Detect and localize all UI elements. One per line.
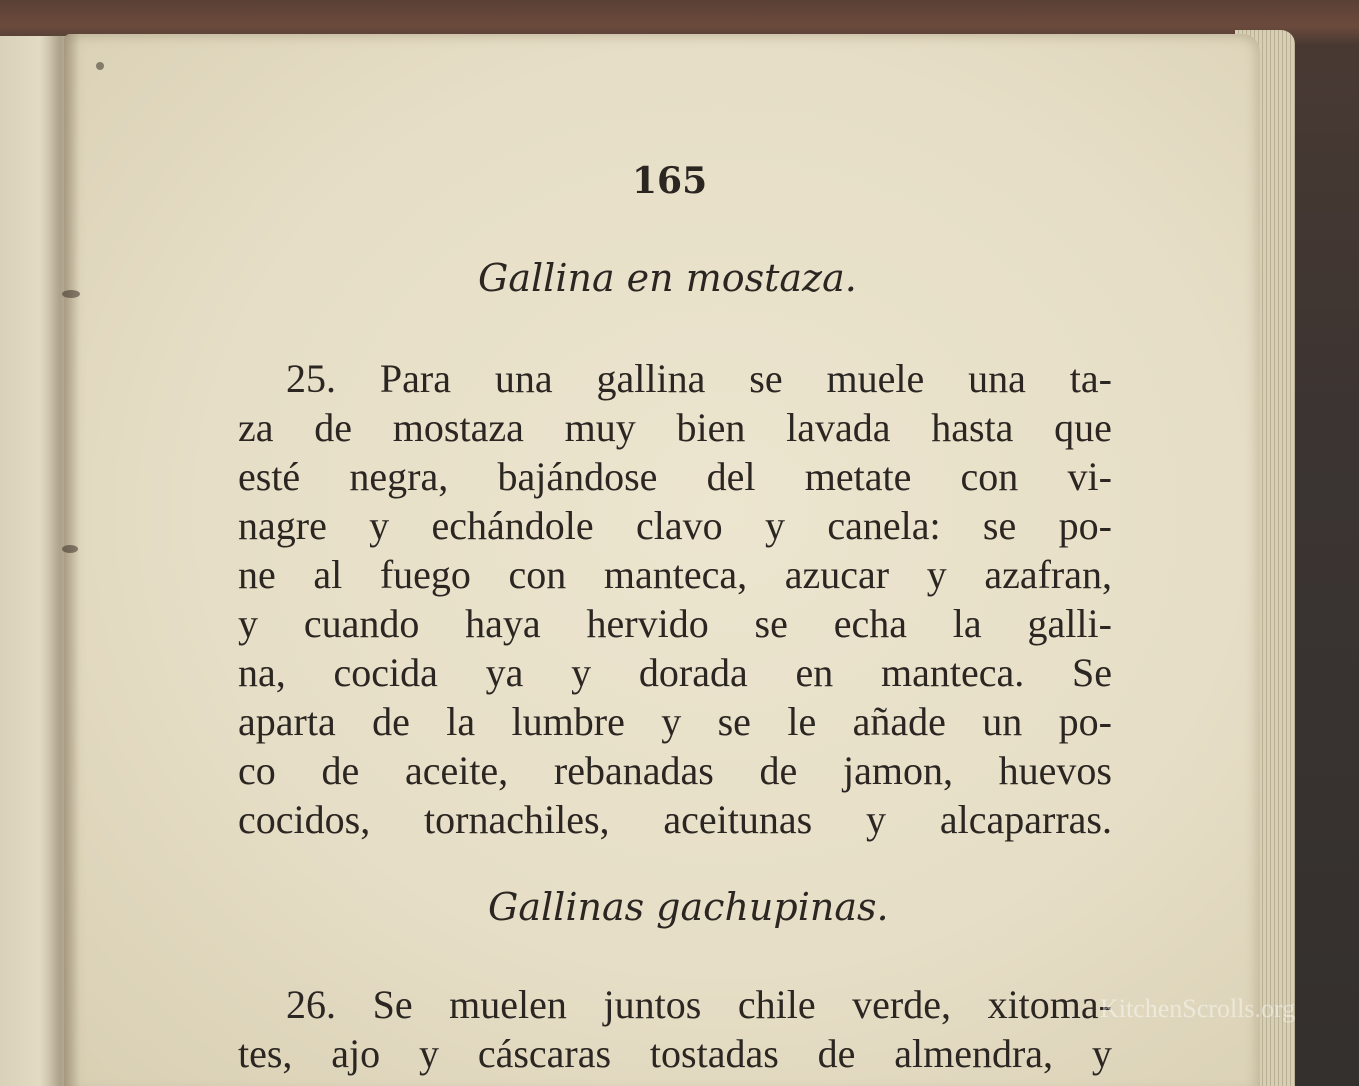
- word: de: [321, 748, 360, 793]
- word: y: [238, 601, 258, 646]
- word: y: [369, 503, 390, 548]
- word: muelen: [449, 982, 567, 1027]
- word: muele: [826, 356, 925, 401]
- word: bajándose: [497, 454, 658, 499]
- word: tornachiles,: [424, 797, 610, 842]
- word: na,: [238, 650, 286, 695]
- word: hasta: [931, 405, 1014, 450]
- text-line: [238, 403, 1112, 452]
- word: Para: [379, 356, 451, 401]
- word: almendra,: [894, 1031, 1054, 1076]
- word: nagre: [238, 503, 327, 548]
- word: ta-: [1069, 356, 1112, 401]
- text-line: [238, 746, 1112, 795]
- word: tostadas: [649, 1031, 779, 1076]
- recipe-title-1: Gallina en mostaza.: [478, 256, 857, 300]
- text-line: [238, 980, 1112, 1029]
- word: ne: [238, 552, 276, 597]
- word: 26.: [286, 982, 336, 1027]
- text-line: [238, 354, 1112, 403]
- word: azafran,: [984, 552, 1112, 597]
- text-line: [238, 550, 1112, 599]
- text-line: [238, 452, 1112, 501]
- word: y: [661, 699, 682, 744]
- text-line: [238, 1029, 1112, 1078]
- word: echa: [833, 601, 907, 646]
- word: jamon,: [842, 748, 953, 793]
- word: negra,: [349, 454, 449, 499]
- ink-mark: [62, 290, 80, 298]
- ink-mark: [96, 62, 104, 70]
- word: se: [717, 699, 751, 744]
- word: galli-: [1027, 601, 1112, 646]
- word: una: [494, 356, 553, 401]
- word: echándole: [431, 503, 594, 548]
- word: Se: [1072, 650, 1112, 695]
- word: y: [866, 797, 887, 842]
- ink-mark: [62, 545, 78, 553]
- word: y: [419, 1031, 439, 1076]
- word: lavada: [786, 405, 891, 450]
- text-line: [238, 599, 1112, 648]
- word: huevos: [998, 748, 1112, 793]
- word: Se: [372, 982, 413, 1027]
- word: cocida: [333, 650, 438, 695]
- word: manteca.: [881, 650, 1025, 695]
- text-line: [238, 795, 1112, 844]
- word: esté: [238, 454, 301, 499]
- word: de: [372, 699, 410, 744]
- word: con: [960, 454, 1019, 499]
- recipe-title-2: Gallinas gachupinas.: [488, 885, 889, 929]
- word: y: [764, 503, 785, 548]
- word: y: [1091, 1031, 1112, 1076]
- word: y: [926, 552, 947, 597]
- word: ya: [485, 650, 524, 695]
- word: muy: [564, 405, 636, 450]
- word: la: [952, 601, 982, 646]
- word: añade: [852, 699, 946, 744]
- word: dorada: [638, 650, 748, 695]
- word: mostaza: [392, 405, 524, 450]
- word: haya: [465, 601, 541, 646]
- word: juntos: [603, 982, 702, 1027]
- word: del: [706, 454, 756, 499]
- word: cuando: [303, 601, 420, 646]
- word: po-: [1058, 699, 1112, 744]
- word: xitoma-: [987, 982, 1112, 1027]
- word: con: [508, 552, 567, 597]
- text-line: [238, 697, 1112, 746]
- word: en: [795, 650, 834, 695]
- word: de: [817, 1031, 856, 1076]
- word: se: [982, 503, 1017, 548]
- word: canela:: [827, 503, 941, 548]
- word: 25.: [286, 356, 336, 401]
- word: aceite,: [404, 748, 509, 793]
- word: metate: [804, 454, 912, 499]
- text-line: [238, 501, 1112, 550]
- word: bien: [676, 405, 746, 450]
- word: tes,: [238, 1031, 293, 1076]
- word: un: [982, 699, 1023, 744]
- word: cocidos,: [238, 797, 371, 842]
- word: po-: [1058, 503, 1112, 548]
- word: ajo: [331, 1031, 381, 1076]
- recipe-body-2: [238, 980, 1112, 1078]
- word: de: [314, 405, 353, 450]
- word: chile: [737, 982, 816, 1027]
- word: azucar: [784, 552, 890, 597]
- word: fuego: [379, 552, 471, 597]
- word: una: [968, 356, 1026, 401]
- recipe-body-1: [238, 354, 1112, 844]
- watermark-text: KitchenScrolls.org: [1100, 994, 1296, 1023]
- word: gallina: [596, 356, 706, 401]
- word: co: [238, 748, 276, 793]
- page-number: 165: [632, 160, 708, 202]
- word: aceitunas: [663, 797, 813, 842]
- word: le: [787, 699, 817, 744]
- word: se: [749, 356, 783, 401]
- word: clavo: [636, 503, 723, 548]
- text-line: [238, 648, 1112, 697]
- word: manteca,: [603, 552, 748, 597]
- word: aparta: [238, 699, 336, 744]
- word: se: [754, 601, 788, 646]
- word: cáscaras: [477, 1031, 612, 1076]
- word: vi-: [1067, 454, 1112, 499]
- word: za: [238, 405, 274, 450]
- word: y: [571, 650, 592, 695]
- word: hervido: [586, 601, 709, 646]
- word: lumbre: [511, 699, 625, 744]
- word: rebanadas: [553, 748, 714, 793]
- gutter-shadow: [40, 34, 80, 1086]
- word: al: [313, 552, 343, 597]
- word: de: [759, 748, 798, 793]
- word: verde,: [852, 982, 951, 1027]
- word: la: [446, 699, 476, 744]
- word: alcaparras.: [939, 797, 1112, 842]
- word: que: [1054, 405, 1112, 450]
